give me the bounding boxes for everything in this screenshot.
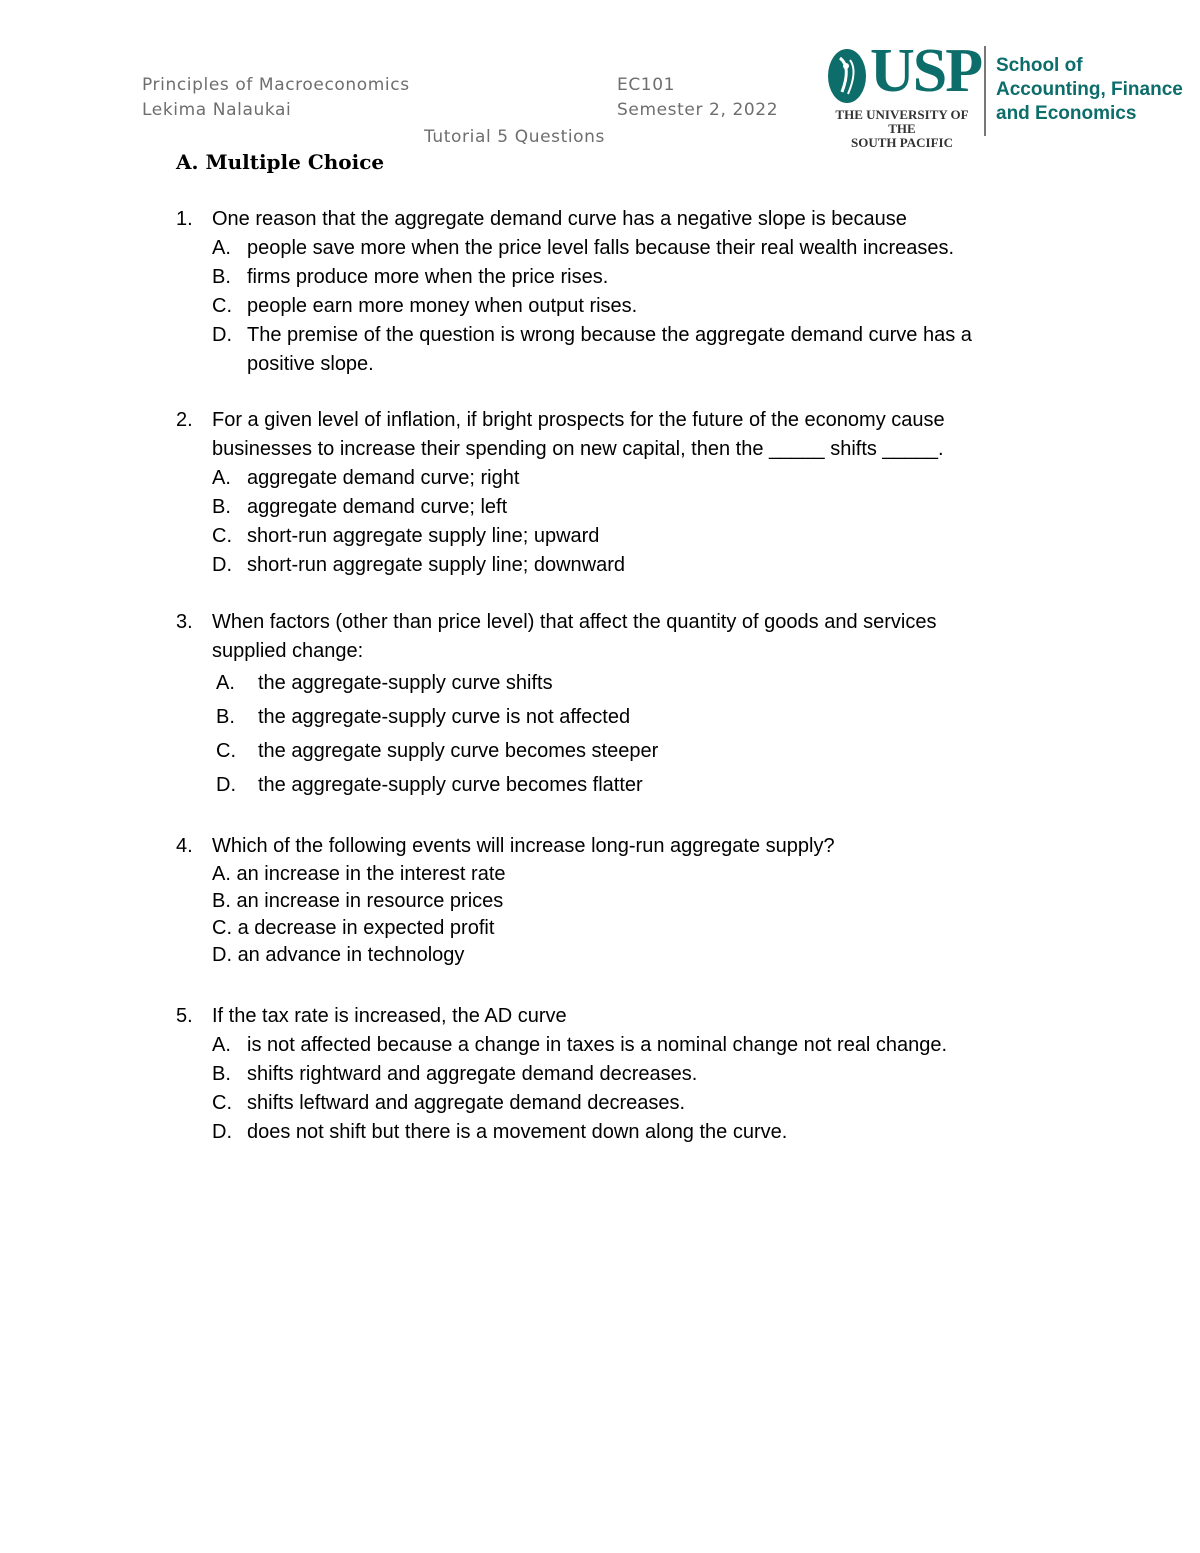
option-d: D. The premise of the question is wrong because the aggregate demand curve has a — [212, 324, 972, 346]
question-3 — [176, 608, 936, 802]
section-heading: A. Multiple Choice — [176, 150, 385, 174]
question-stem: 1. One reason that the aggregate demand curve has a negative slope is because — [176, 208, 907, 230]
option-b: B. aggregate demand curve; left — [212, 496, 508, 518]
question-5 — [176, 1002, 947, 1147]
question-stem: 5. If the tax rate is increased, the AD curve — [176, 1005, 567, 1027]
question-stem: 2. For a given level of inflation, if bright prospects for the future of the economy cause — [176, 409, 945, 431]
option-a: A. people save more when the price level falls because their real wealth increases. — [212, 237, 955, 259]
logo-usp-text: USP — [870, 37, 982, 105]
logo-school-name: School of Accounting, Finance and Economics — [996, 55, 1183, 124]
question-stem: 4. Which of the following events will increase long-run aggregate supply? — [176, 835, 835, 857]
question-stem-continuation: supplied change: — [212, 640, 364, 662]
lecturer-name: Lekima Nalaukai — [142, 100, 292, 120]
question-stem-continuation: businesses to increase their spending on new capital, then the _____ shifts _____. — [212, 438, 944, 460]
semester: Semester 2, 2022 — [617, 100, 779, 120]
question-2 — [176, 406, 945, 580]
question-4 — [176, 832, 835, 969]
option-d: D. the aggregate-supply curve becomes flatter — [216, 774, 643, 796]
option-d: D. does not shift but there is a movement down along the curve. — [212, 1121, 788, 1143]
option-b: B. firms produce more when the price rises. — [212, 266, 609, 288]
document-title: Tutorial 5 Questions — [424, 127, 606, 147]
question-1 — [176, 205, 972, 379]
option-b: B. the aggregate-supply curve is not affected — [216, 706, 631, 728]
option-b: B. shifts rightward and aggregate demand decreases. — [212, 1063, 698, 1085]
logo-university-name: THE UNIVERSITY OF THE SOUTH PACIFIC — [835, 107, 969, 150]
course-name: Principles of Macroeconomics — [142, 75, 410, 95]
option-a: A. an increase in the interest rate — [212, 863, 506, 885]
option-c: C. shifts leftward and aggregate demand decreases. — [212, 1092, 686, 1114]
option-c: C. the aggregate supply curve becomes steeper — [216, 740, 659, 762]
option-d-continuation: positive slope. — [247, 353, 374, 375]
option-b: B. an increase in resource prices — [212, 890, 504, 912]
usp-logo — [826, 37, 1183, 150]
option-a: A. aggregate demand curve; right — [212, 467, 520, 489]
option-c: C. a decrease in expected profit — [212, 917, 495, 939]
option-d: D. short-run aggregate supply line; downward — [212, 554, 625, 576]
course-code: EC101 — [617, 75, 676, 95]
option-a: A. is not affected because a change in taxes is a nominal change not real change. — [212, 1034, 948, 1056]
usp-emblem-icon — [826, 46, 868, 104]
option-c: C. people earn more money when output rises. — [212, 295, 638, 317]
option-a: A. the aggregate-supply curve shifts — [216, 672, 553, 694]
option-c: C. short-run aggregate supply line; upward — [212, 525, 600, 547]
question-stem: 3. When factors (other than price level) that affect the quantity of goods and services — [176, 611, 937, 633]
logo-divider — [984, 46, 986, 136]
option-d: D. an advance in technology — [212, 944, 465, 966]
